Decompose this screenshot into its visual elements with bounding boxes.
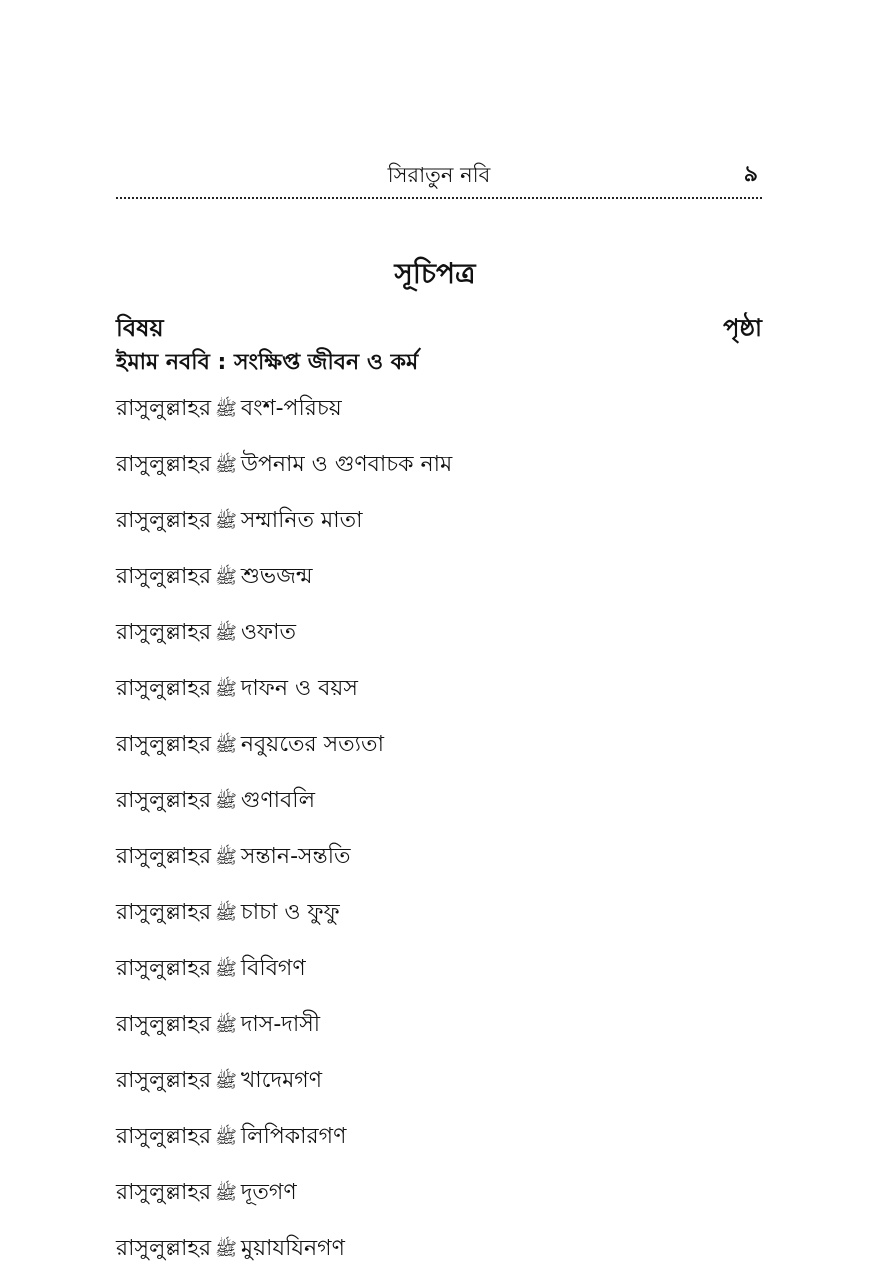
running-header [116,160,762,190]
honorific-symbol: ﷺ [215,1183,237,1204]
toc-entry [116,728,762,784]
toc-entry [116,1008,762,1064]
toc-entry-introduction: ইমাম নববি : সংক্ষিপ্ত জীবন ও কর্ম [116,350,419,375]
entry-topic: সম্মানিত মাতা [240,508,363,533]
entry-prefix: রাসুলুল্লাহর [116,508,212,533]
toc-entry [116,560,762,616]
entry-prefix: রাসুলুল্লাহর [116,788,212,813]
subject-column-header: বিষয় [116,314,164,342]
entry-prefix: রাসুলুল্লাহর [116,1180,212,1205]
toc-entry [116,616,762,672]
toc-entry [116,1120,762,1176]
entry-prefix: রাসুলুল্লাহর [116,1124,212,1149]
toc-column-headers [116,311,762,345]
entry-topic: খাদেমগণ [240,1068,323,1093]
entry-topic: লিপিকারগণ [240,1124,347,1149]
honorific-symbol: ﷺ [215,399,237,420]
entry-topic: দাস-দাসী [240,1012,321,1037]
honorific-symbol: ﷺ [215,791,237,812]
entry-prefix: রাসুলুল্লাহর [116,452,212,477]
honorific-symbol: ﷺ [215,511,237,532]
toc-entry [116,840,762,896]
honorific-symbol: ﷺ [215,1015,237,1036]
toc-entry [116,1064,762,1120]
entry-prefix: রাসুলুল্লাহর [116,956,212,981]
entry-prefix: রাসুলুল্লাহর [116,844,212,869]
entry-topic: বংশ-পরিচয় [240,396,342,421]
toc-entry-list [116,392,762,1288]
entry-topic: নবুয়তের সত্যতা [240,732,384,757]
honorific-symbol: ﷺ [215,455,237,476]
toc-entry [116,504,762,560]
honorific-symbol: ﷺ [215,567,237,588]
honorific-symbol: ﷺ [215,679,237,700]
toc-entry [116,672,762,728]
toc-entry [116,448,762,504]
page-number: ৯ [743,162,758,187]
entry-topic: মুয়াযযিনগণ [240,1236,345,1261]
entry-topic: গুণাবলি [240,788,315,813]
entry-topic: ওফাত [240,620,297,645]
honorific-symbol: ﷺ [215,959,237,980]
entry-prefix: রাসুলুল্লাহর [116,1236,212,1261]
entry-topic: উপনাম ও গুণবাচক নাম [240,452,453,477]
entry-topic: দাফন ও বয়স [240,676,358,701]
dotted-divider [116,197,762,199]
honorific-symbol: ﷺ [215,623,237,644]
entry-topic: বিবিগণ [240,956,306,981]
toc-entry [116,392,762,448]
toc-entry [116,784,762,840]
honorific-symbol: ﷺ [215,1239,237,1260]
entry-prefix: রাসুলুল্লাহর [116,1012,212,1037]
entry-topic: দূতগণ [240,1180,297,1205]
honorific-symbol: ﷺ [215,903,237,924]
honorific-symbol: ﷺ [215,847,237,868]
entry-prefix: রাসুলুল্লাহর [116,1068,212,1093]
toc-entry [116,1232,762,1288]
entry-prefix: রাসুলুল্লাহর [116,620,212,645]
entry-topic: সন্তান-সন্ততি [240,844,351,869]
entry-topic: শুভজন্ম [240,564,313,589]
toc-entry [116,896,762,952]
page-column-header: পৃষ্ঠা [723,314,762,342]
entry-prefix: রাসুলুল্লাহর [116,564,212,589]
toc-title: সূচিপত্র [394,257,476,290]
entry-topic: চাচা ও ফুফু [240,900,340,925]
entry-prefix: রাসুলুল্লাহর [116,732,212,757]
entry-prefix: রাসুলুল্লাহর [116,900,212,925]
toc-entry [116,1176,762,1232]
entry-prefix: রাসুলুল্লাহর [116,676,212,701]
running-title: সিরাতুন নবি [387,163,491,187]
entry-prefix: রাসুলুল্লাহর [116,396,212,421]
honorific-symbol: ﷺ [215,735,237,756]
toc-entry [116,952,762,1008]
honorific-symbol: ﷺ [215,1071,237,1092]
honorific-symbol: ﷺ [215,1127,237,1148]
